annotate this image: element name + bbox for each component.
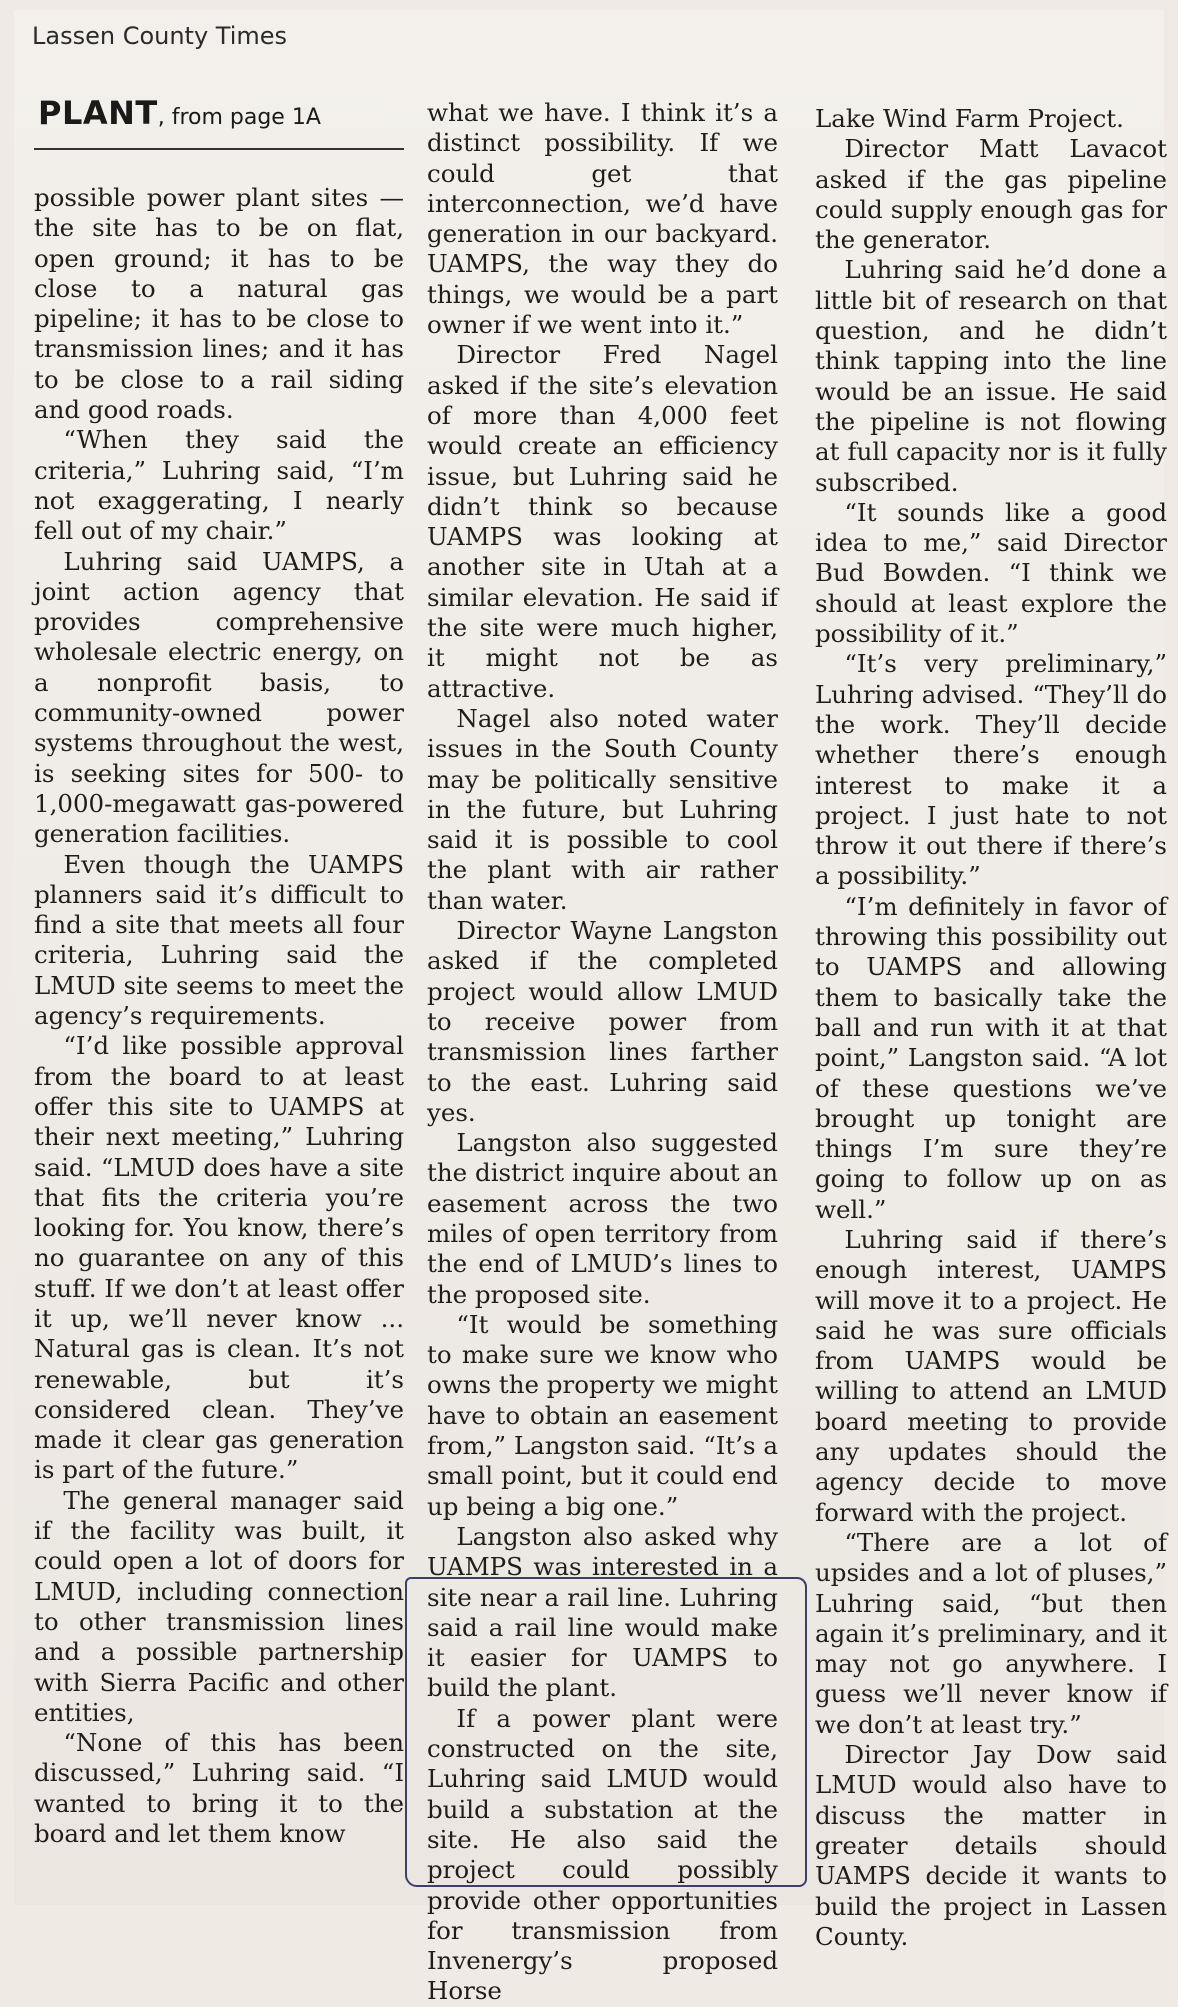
- paragraph: Director Wayne Langston asked if the completed project would allow LMUD to receive power from transmission lines farther to the east. Luhring said yes.: [427, 916, 778, 1127]
- article-column-1: [34, 183, 404, 1849]
- paragraph: Langston also suggested the district inquire about an easement across the two miles of open territory from the end of LMUD’s lines to the proposed site.: [427, 1128, 778, 1309]
- paragraph: Luhring said UAMPS, a joint action agency that provides comprehensive wholesale electric energy, on a nonprofit basis, to community-owned power systems throughout the west, is seeking sites for 500- to 1,000-megawatt gas-powered generation facilities.: [34, 546, 404, 849]
- paragraph: Director Jay Dow said LMUD would also have to discuss the matter in greater details should UAMPS decide it wants to build the project in Lassen County.: [815, 1740, 1167, 1951]
- paragraph: “When they said the criteria,” Luhring said, “I’m not exaggerating, I nearly fell out of my chair.”: [34, 425, 404, 546]
- paragraph: Lake Wind Farm Project.: [815, 104, 1124, 133]
- paragraph: “It would be something to make sure we know who owns the property we might have to obtain an easement from,” Langston said. “It’s a small point, but it could end up being a big one.”: [427, 1309, 779, 1521]
- paragraph: Director Fred Nagel asked if the site’s elevation of more than 4,000 feet would create an efficiency issue, but Luhring said he didn’t think so because UAMPS was looking at another site in Utah at a similar elevation. He said if the site were much higher, it might not be as attractive.: [427, 340, 778, 703]
- paragraph: “It sounds like a good idea to me,” said Director Bud Bowden. “I think we should at least explore the possibility of it.”: [815, 497, 1167, 649]
- paragraph: The general manager said if the facility was built, it could open a lot of doors for LMUD, including connection to other transmission lines and a possible partnership with Sierra Pacific and other entities,: [34, 1485, 404, 1727]
- paragraph: possible power plant sites — the site has to be on flat, open ground; it has to be close to a natural gas pipeline; it has to be close to transmission lines; and it has to be close to a rail siding and good roads.: [34, 183, 404, 425]
- paragraph: “It’s very preliminary,” Luhring advised. “They’ll do the work. They’ll decide whether there’s enough interest to make it a project. I just hate to not throw it out there if there’s a possibility.”: [815, 649, 1167, 891]
- article-column-3: [815, 104, 1167, 1952]
- paragraph: “I’d like possible approval from the board to at least offer this site to UAMPS at their next meeting,” Luhring said. “LMUD does have a site that fits the criteria you’re looking for. You know, there’s no guarantee on any of this stuff. If we don’t at least offer it up, we’ll never know ... Natural gas is clean. It’s not renewable, but it’s considered clean. They’ve made it clear gas generation is part of the future.”: [34, 1031, 404, 1485]
- paragraph: Luhring said if there’s enough interest, UAMPS will move it to a project. He said he was sure officials from UAMPS would be willing to attend an LMUD board meeting to provide any updates should the agency decide to move forward with the project.: [815, 1224, 1167, 1527]
- publication-name: Lassen County Times: [32, 22, 288, 50]
- jump-headline-word: PLANT: [38, 94, 158, 132]
- handdrawn-highlight-box: [405, 1577, 807, 1887]
- jump-headline: [38, 94, 321, 132]
- paragraph: Langston also asked why UAMPS was interested in a site near a rail line. Luhring said a rail line would make it easier for UAMPS to build the plant.: [427, 1521, 778, 1703]
- paragraph: “None of this has been discussed,” Luhring said. “I wanted to bring it to the board and let them know: [34, 1728, 404, 1849]
- headline-rule: [34, 148, 404, 150]
- jump-headline-continuation: , from page 1A: [157, 105, 321, 130]
- paragraph: Director Matt Lavacot asked if the gas pipeline could supply enough gas for the generator.: [815, 134, 1167, 255]
- paragraph: “There are a lot of upsides and a lot of pluses,” Luhring said, “but then again it’s preliminary, and it may not go anywhere. I guess we’ll never know if we don’t at least try.”: [815, 1527, 1167, 1739]
- paragraph: what we have. I think it’s a distinct possibility. If we could get that interconnection, we’d have generation in our backyard. UAMPS, the way they do things, we would be a part owner if we went into it.”: [427, 98, 778, 340]
- paragraph: Even though the UAMPS planners said it’s difficult to find a site that meets all four criteria, Luhring said the LMUD site seems to meet the agency’s requirements.: [34, 849, 404, 1031]
- paragraph: “I’m definitely in favor of throwing this possibility out to UAMPS and allowing them to basically take the ball and run with it at that point,” Langston said. “A lot of these questions we’ve brought up tonight are things I’m sure they’re going to follow up on as well.”: [815, 891, 1167, 1224]
- highlighted-paragraph: If a power plant were constructed on the site, Luhring said LMUD would build a substation at the site. He also said the project could possibly provide other opportunities for transmission from Invenergy’s proposed Horse: [427, 1703, 778, 2006]
- paragraph: Nagel also noted water issues in the South County may be politically sensitive in the future, but Luhring said it is possible to cool the plant with air rather than water.: [427, 703, 778, 915]
- paragraph: Luhring said he’d done a little bit of research on that question, and he didn’t think tapping into the line would be an issue. He said the pipeline is not flowing at full capacity nor is it fully subscribed.: [815, 255, 1167, 497]
